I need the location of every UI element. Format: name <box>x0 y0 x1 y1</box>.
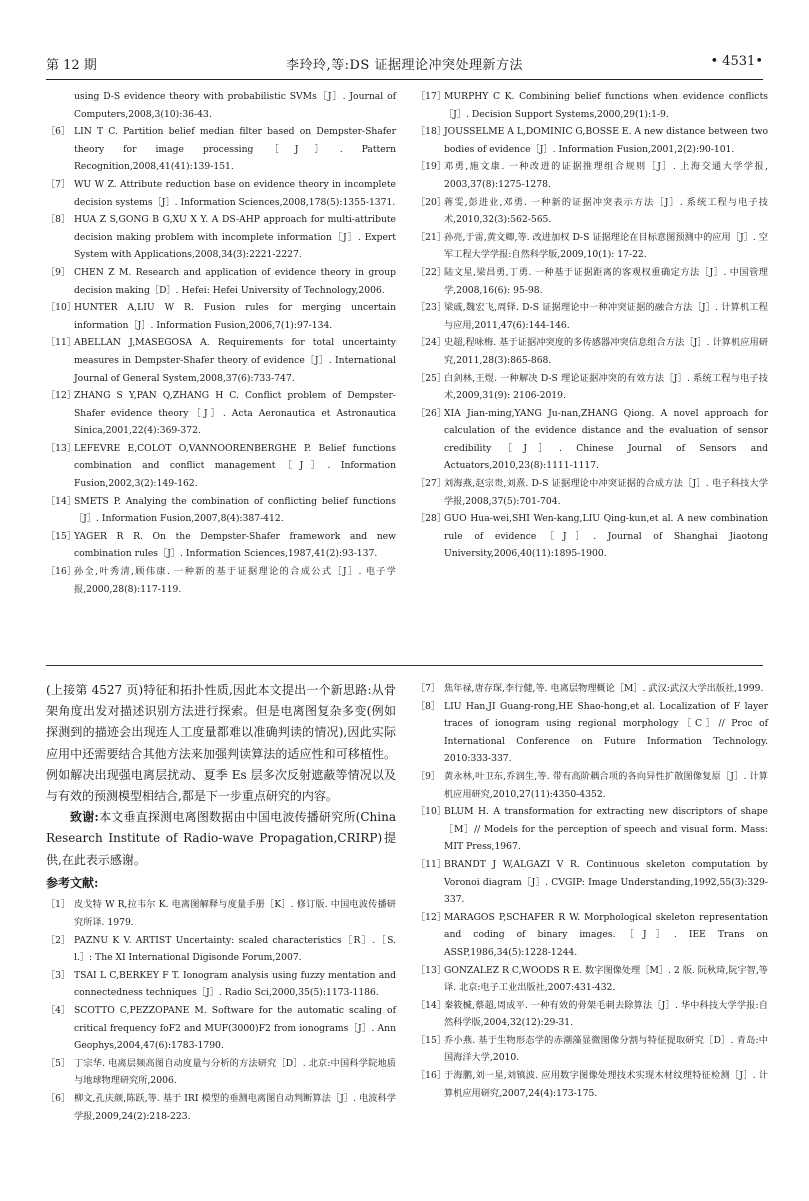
reference-number: ［11］ <box>416 858 447 870</box>
reference-text: 皮戈特 W R,拉韦尔 K. 电离图解释与度量手册［K］. 修订版. 中国电波传播研究所译. 1979. <box>74 899 396 929</box>
reference-number: ［15］ <box>416 1034 447 1046</box>
references-heading: 参考文献: <box>46 875 99 890</box>
reference-entry <box>416 370 768 405</box>
reference-text: SMETS P. Analying the combination of conflicting belief functions［J］. Information Fusion,2007,8(4):387-412. <box>74 495 396 525</box>
reference-text: 乔小燕. 基于生物形态学的赤潮藻显微图像分割与特征提取研究［D］. 青岛:中国海洋大学,2010. <box>444 1034 768 1064</box>
reference-text: HUNTER A,LIU W R. Fusion rules for merging uncertain information［J］. Information Fusion,2006,7(1):97-134. <box>74 302 396 331</box>
reference-text: 白剑林,王煜. 一种解决 D-S 理论证据冲突的有效方法［J］. 系统工程与电子技术,2009,31(9): 2106-2019. <box>444 372 768 402</box>
reference-text: 黄永林,叶卫东,乔润生,等. 带有高阶耦合项的各向异性扩散图像复原［J］. 计算机应用研究,2010,27(11):4350-4352. <box>444 770 768 800</box>
article-end-column <box>46 680 396 1125</box>
running-header <box>46 54 763 76</box>
reference-entry <box>416 1032 768 1067</box>
reference-number: ［10］ <box>416 806 447 818</box>
reference-text: using D-S evidence theory with probabilistic SVMs［J］. Journal of Computers,2008,3(10):36-43. <box>74 91 396 120</box>
reference-entry <box>46 123 396 176</box>
reference-text: SCOTTO C,PEZZOPANE M. Software for the automatic scaling of critical frequency foF2 and MUF(3000)F2 from ionograms［J］. Ann Geophys,2004,47(6):1783-1790. <box>74 1004 396 1052</box>
section-divider <box>46 665 763 666</box>
reference-text: WU W Z. Attribute reduction base on evidence theory in incomplete decision systems［J］. Information Sciences,2008,178(5):1355-1371. <box>74 178 396 208</box>
reference-text: BRANDT J W,ALGAZI V R. Continuous skeleton computation by Voronoi diagram［J］. CVGIP: Image Understanding,1992,55(3):329-337. <box>444 858 768 906</box>
reference-text: ABELLAN J,MASEGOSA A. Requirements for total uncertainty measures in Dempster-Shafer theory of evidence［J］. International Journal of General System,2008,37(6):733-747. <box>74 337 396 384</box>
reference-entry <box>46 932 396 967</box>
reference-text: GUO Hua-wei,SHI Wen-kang,LIU Qing-kun,et al. A new combination rule of evidence［J］. Journal of Shanghai Jiaotong University,2006,40(11):1895-1900. <box>444 513 768 560</box>
reference-entry <box>416 194 768 229</box>
reference-entry <box>46 563 396 598</box>
reference-entry <box>416 680 768 698</box>
header-rule <box>46 79 763 80</box>
reference-number: ［7］ <box>416 683 441 694</box>
reference-entry <box>46 88 396 123</box>
reference-entry <box>46 264 396 299</box>
reference-entry <box>416 1067 768 1102</box>
reference-entry <box>46 440 396 493</box>
reference-number: ［4］ <box>46 1004 71 1016</box>
reference-text: 丁宗华. 电离层频高图自动度量与分析的方法研究［D］. 北京:中国科学院地质与地球物理研究所,2006. <box>74 1057 396 1087</box>
reference-entry <box>416 264 768 299</box>
reference-number: ［26］ <box>416 407 447 419</box>
reference-text: XIA Jian-ming,YANG Ju-nan,ZHANG Qiong. A novel approach for calculation of the evidence distance and the evaluation of sensor credibility［J］. Chinese Journal of Sensors and Actuators,2010,23(8):1111-1117. <box>444 407 768 472</box>
reference-number: ［1］ <box>46 899 71 911</box>
reference-number: ［6］ <box>46 126 71 138</box>
reference-text: LEFEVRE E,COLOT O,VANNOORENBERGHE P. Belief functions combination and conflict management［J］. Information Fusion,2002,3(2):149-162. <box>74 442 396 490</box>
reference-entry <box>416 405 768 475</box>
reference-text: MURPHY C K. Combining belief functions when evidence conflicts［J］. Decision Support Systems,2000,29(1):1-9. <box>444 91 768 120</box>
reference-entry <box>416 510 768 563</box>
reference-text: 邓勇,施文康. 一种改进的证据推理组合规则［J］. 上海交通大学学报, 2003,37(8):1275-1278. <box>444 161 768 190</box>
reference-entry <box>416 768 768 803</box>
reference-entry <box>46 1090 396 1125</box>
reference-entry <box>416 123 768 158</box>
reference-entry <box>46 387 396 440</box>
reference-entry <box>416 334 768 369</box>
reference-number: ［27］ <box>416 478 447 490</box>
reference-number: ［17］ <box>416 91 447 102</box>
reference-text: TSAI L C,BERKEY F T. Ionogram analysis using fuzzy mentation and connectedness techniques［J］. Radio Sci,2000,35(5):1173-1186. <box>74 969 396 999</box>
reference-number: ［7］ <box>46 178 71 190</box>
reference-number: ［20］ <box>416 196 447 208</box>
acknowledgement-label: 致谢: <box>70 810 99 825</box>
reference-number: ［9］ <box>46 266 71 278</box>
reference-number: ［12］ <box>46 390 77 402</box>
reference-entry <box>46 299 396 334</box>
reference-text: 蒋雯,彭进业,邓勇. 一种新的证据冲突表示方法［J］. 系统工程与电子技术,2010,32(3):562-565. <box>444 196 768 226</box>
reference-number: ［18］ <box>416 126 447 138</box>
reference-text: YAGER R R. On the Dempster-Shafer framework and new combination rules［J］. Information Sciences,1987,41(2):93-137. <box>74 530 396 560</box>
acknowledgement <box>46 807 396 871</box>
reference-text: MARAGOS P,SCHAFER R W. Morphological skeleton representation and coding of binary images.［J］. IEE Trans on ASSP,1986,34(5):1228-1244. <box>444 911 768 958</box>
references-column-top-left <box>46 88 396 598</box>
reference-entry <box>416 88 768 123</box>
reference-entry <box>46 211 396 264</box>
reference-entry <box>46 334 396 387</box>
reference-text: ZHANG S Y,PAN Q,ZHANG H C. Conflict problem of Dempster-Shafer evidence theory［J］. Acta Aeronautica et Astronautica Sinica,2001,22(4):369-372. <box>74 390 396 437</box>
reference-text: 孙亮,于雷,黄文卿,等. 改进加权 D-S 证据理论在目标意图预测中的应用［J］. 空军工程大学学报:自然科学版,2009,10(1): 17-22. <box>444 231 768 261</box>
reference-number: ［14］ <box>416 999 447 1011</box>
reference-text: 陆文星,梁昌勇,丁勇. 一种基于证据距离的客观权重确定方法［J］. 中国管理学,2008,16(6): 95-98. <box>444 266 768 296</box>
reference-number: ［9］ <box>416 770 441 782</box>
reference-text: BLUM H. A transformation for extracting new discriptors of shape［M］// Models for the perception of speech and visual form. Mass: MIT Press,1967. <box>444 806 768 853</box>
issue-number: 第 12 期 <box>46 58 97 73</box>
reference-text: 焦年禄,唐存琛,李行健,等. 电离层物理概论［M］. 武汉:武汉大学出版社,1999. <box>444 683 764 694</box>
references-list-bottom-left <box>46 896 396 1125</box>
reference-number: ［10］ <box>46 302 77 314</box>
reference-number: ［12］ <box>416 911 447 923</box>
reference-number: ［28］ <box>416 513 447 525</box>
reference-number: ［21］ <box>416 231 447 243</box>
reference-entry <box>46 1055 396 1090</box>
reference-entry <box>46 896 396 931</box>
reference-entry <box>416 698 768 768</box>
reference-entry <box>416 962 768 997</box>
reference-number: ［8］ <box>416 700 441 712</box>
reference-number: ［19］ <box>416 161 447 173</box>
reference-number: ［16］ <box>416 1070 447 1082</box>
page-number: • 4531• <box>710 54 763 69</box>
running-title: 李玲玲,等:DS 证据理论冲突处理新方法 <box>286 58 523 73</box>
reference-text: 秦筱楲,蔡超,周成平. 一种有效的骨架毛刺去除算法［J］. 华中科技大学学报:自然科学版,2004,32(12):29-31. <box>444 999 768 1029</box>
reference-entry <box>416 909 768 962</box>
reference-number: ［22］ <box>416 266 447 278</box>
reference-text: LIU Han,JI Guang-rong,HE Shao-hong,et al. Localization of F layer traces of ionogram using regional morphology［C］// Proc of International Conference on Future Information Technology. 2010:333-337. <box>444 700 768 765</box>
reference-entry <box>416 803 768 856</box>
reference-number: ［14］ <box>46 495 77 507</box>
reference-entry <box>46 528 396 563</box>
reference-number: ［5］ <box>46 1057 71 1069</box>
references-column-top-right <box>416 88 768 563</box>
acknowledgement-text: 本文垂直探测电离图数据由中国电波传播研究所(China Research Institute of Radio-wave Propagation,CRIRP)提供,在此表示感谢。 <box>46 810 396 867</box>
reference-text: JOUSSELME A L,DOMINIC G,BOSSE E. A new distance between two bodies of evidence［J］. Information Fusion,2001,2(2):90-101. <box>444 126 768 155</box>
reference-text: 史超,程咏梅. 基于证据冲突度的多传感器冲突信息组合方法［J］. 计算机应用研究,2011,28(3):865-868. <box>444 337 768 366</box>
reference-entry <box>46 493 396 528</box>
reference-entry <box>416 158 768 193</box>
reference-entry <box>416 997 768 1032</box>
references-column-bottom-right <box>416 680 768 1102</box>
reference-number: ［3］ <box>46 969 71 981</box>
reference-text: 孙全,叶秀清,顾伟康. 一种新的基于证据理论的合成公式［J］. 电子学报,2000,28(8):117-119. <box>74 566 396 595</box>
reference-text: 柳文,孔庆颜,陈跃,等. 基于 IRI 模型的垂测电离图自动判断算法［J］. 电波科学学报,2009,24(2):218-223. <box>74 1092 396 1122</box>
reference-text: GONZALEZ R C,WOODS R E. 数字图像处理［M］. 2 版. 阮秋琦,阮宇智,等译. 北京:电子工业出版社,2007:431-432. <box>444 964 768 994</box>
reference-number: ［16］ <box>46 566 77 578</box>
reference-entry <box>46 967 396 1002</box>
reference-text: PAZNU K V. ARTIST Uncertainty: scaled characteristics［R］.［S. l.］: The XI International Digisonde Forum,2007. <box>74 934 396 964</box>
reference-entry <box>46 176 396 211</box>
reference-number: ［13］ <box>46 442 77 454</box>
closing-paragraph: (上接第 4527 页)特征和拓扑性质,因此本文提出一个新思路:从骨架角度出发对描述识别方法进行探索。但是电离图复杂多变(例如探测到的描迹会出现连人工度量都难以准确判读的情况),因此实际应用中还需要结合其他方法来加强判读算法的适应性和可移植性。例如解决出现强电离层扰动、夏季 Es 层多次反射遮蔽等情况以及与有效的预测模型相结合,都是下一步重点研究的内容。 <box>46 683 396 804</box>
reference-text: HUA Z S,GONG B G,XU X Y. A DS-AHP approach for multi-attribute decision making problem with incomplete information［J］. Expert System with Applications,2008,34(3):2221-2227. <box>74 214 396 261</box>
reference-entry <box>416 475 768 510</box>
reference-number: ［6］ <box>46 1092 71 1104</box>
reference-entry <box>416 856 768 909</box>
reference-text: 于海鹏,刘一星,刘镇波. 应用数字图像处理技术实现木材纹理特征检测［J］. 计算机应用研究,2007,24(4):173-175. <box>444 1070 768 1099</box>
reference-number: ［25］ <box>416 372 447 384</box>
reference-number: ［23］ <box>416 302 447 314</box>
reference-number: ［13］ <box>416 964 447 976</box>
reference-text: LIN T C. Partition belief median filter based on Dempster-Shafer theory for image processing［J］. Pattern Recognition,2008,41(41):139-151. <box>74 126 396 173</box>
reference-number: ［11］ <box>46 337 77 349</box>
reference-number: ［2］ <box>46 934 71 946</box>
reference-entry <box>416 229 768 264</box>
reference-text: 刘海燕,赵宗贵,刘熹. D-S 证据理论中冲突证据的合成方法［J］. 电子科技大学学报,2008,37(5):701-704. <box>444 478 768 507</box>
reference-number: ［8］ <box>46 214 71 226</box>
reference-entry <box>46 1002 396 1055</box>
reference-text: CHEN Z M. Research and application of evidence theory in group decision making［D］. Hefei: Hefei University of Technology,2006. <box>74 266 396 296</box>
reference-number: ［24］ <box>416 337 447 349</box>
reference-text: 梁戚,魏宏飞,周铎. D-S 证据理论中一种冲突证据的融合方法［J］. 计算机工程与应用,2011,47(6):144-146. <box>444 302 768 331</box>
reference-entry <box>416 299 768 334</box>
reference-number: ［15］ <box>46 530 77 542</box>
